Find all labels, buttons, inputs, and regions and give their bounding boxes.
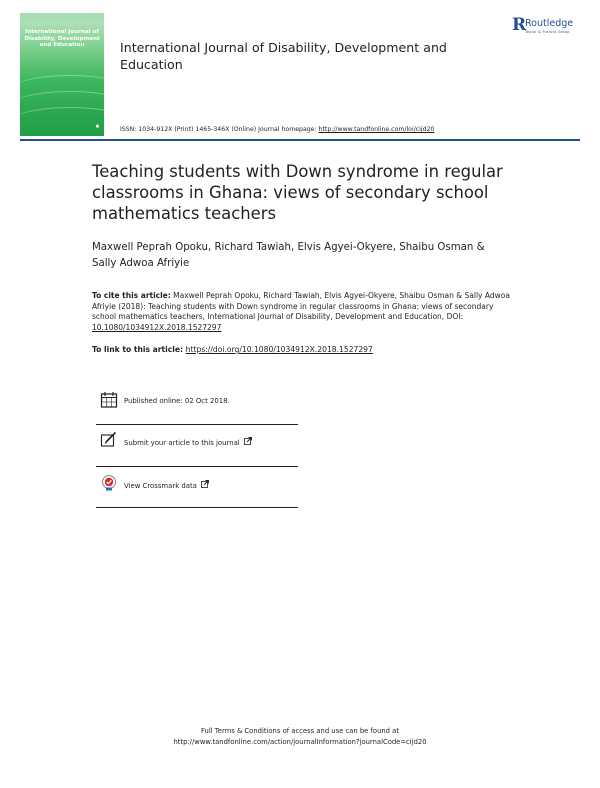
published-online-row <box>96 391 298 413</box>
row-divider <box>96 424 298 425</box>
submit-article-row[interactable] <box>96 431 298 453</box>
crossmark-icon <box>100 474 118 492</box>
footer-terms-link[interactable]: http://www.tandfonline.com/action/journalInformation?journalCode=cijd20 <box>173 738 427 746</box>
publisher-name: Routledge <box>525 18 574 29</box>
crossmark-text: View Crossmark data <box>124 482 197 490</box>
link-label: To link to this article: <box>92 345 186 354</box>
edit-icon <box>100 431 118 449</box>
publisher-logo <box>512 16 592 42</box>
external-link-icon <box>244 437 252 445</box>
article-link-line <box>92 345 512 354</box>
footer <box>120 726 480 748</box>
citation-text: Maxwell Peprah Opoku, Richard Tawiah, Elvis Agyei-Okyere, Shaibu Osman & Sally Adwoa Afriyie (2018): Teaching students with Down syndrome in regular classrooms in Ghana: views of secondary school mathematics teachers, International Journal of Disability, Development and Education, DOI: <box>92 291 510 321</box>
crossmark-row[interactable] <box>96 474 298 496</box>
header-rule <box>20 139 580 141</box>
citation-label: To cite this article: <box>92 291 171 300</box>
journal-homepage-link[interactable]: http://www.tandfonline.com/loi/cijd20 <box>318 126 435 133</box>
calendar-icon <box>100 391 118 409</box>
external-link-icon <box>201 480 209 488</box>
issn-text: ISSN: 1034-912X (Print) 1465-346X (Online) Journal homepage: <box>120 126 319 133</box>
citation-block <box>92 291 512 333</box>
article-authors: Maxwell Peprah Opoku, Richard Tawiah, Elvis Agyei-Okyere, Shaibu Osman & Sally Adwoa Afriyie <box>92 242 485 269</box>
cover-wave <box>20 107 104 136</box>
cover-publisher-logo: ■ <box>95 124 99 128</box>
article-doi-link[interactable]: https://doi.org/10.1080/1034912X.2018.1527297 <box>185 345 373 354</box>
cover-title: International Journal of Disability, Development and Education <box>24 29 100 48</box>
row-divider <box>96 466 298 467</box>
article-title: Teaching students with Down syndrome in regular classrooms in Ghana: views of secondary school mathematics teachers <box>92 162 503 223</box>
published-online-text: Published online: 02 Oct 2018. <box>124 397 230 405</box>
footer-terms-text: Full Terms & Conditions of access and use can be found at <box>201 727 399 735</box>
row-divider <box>96 507 298 508</box>
submit-article-text: Submit your article to this journal <box>124 439 240 447</box>
journal-cover-thumbnail <box>20 13 104 136</box>
citation-doi-link[interactable]: 10.1080/1034912X.2018.1527297 <box>92 322 222 332</box>
journal-title: International Journal of Disability, Development and Education <box>120 40 447 72</box>
crossmark-link[interactable] <box>124 480 209 490</box>
publisher-tagline: Taylor & Francis Group <box>525 30 570 34</box>
submit-article-link[interactable] <box>124 437 252 447</box>
issn-line <box>120 126 434 133</box>
routledge-icon: R <box>512 15 527 35</box>
cover-top-band <box>20 13 104 22</box>
